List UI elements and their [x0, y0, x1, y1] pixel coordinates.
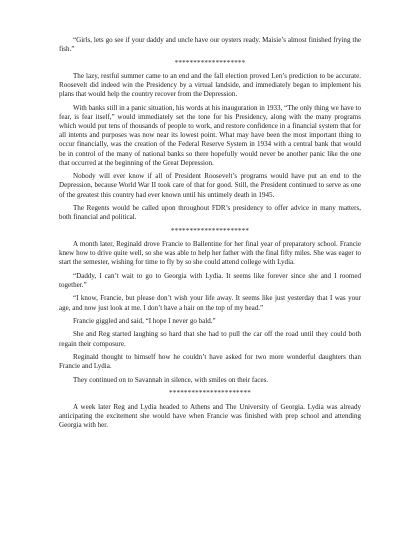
paragraph-drive-ballentine: A month later, Reginald drove Francie to Ballentine for her final year of preparatory school. Francie knew how to drive quite well, so she was able to help her father with the final fifty miles. She was eager to start the semester, wishing for time to fly by so she could attend college with Lydia.: [59, 240, 361, 267]
paragraph-banks-inauguration: With banks still in a panic situation, his words at his inauguration in 1933, “The only thing we have to fear, is fear itself,” would immediately set the tone for his Presidency, along with the many programs which would put tens of thousands of people to work, and restore confidence in a financial system that for all intents and purposes was now near its lowest point. What may have been the most important thing to occur financially, was the creation of the Federal Reserve System in 1934 with a central bank that would be in control of the many of national banks so there hopefully would never be another panic like the one that occurred at the beginning of the Great Depression.: [59, 103, 362, 167]
paragraph-laughing: She and Reg started laughing so hard that she had to pull the car off the road until they could both regain their composure.: [59, 330, 361, 348]
section-separator: *******************: [174, 58, 246, 67]
paragraph-daddy-georgia: “Daddy, I can’t wait to go to Georgia with Lydia. It seems like forever since she and I roomed together.”: [59, 271, 361, 289]
paragraph-savannah: They continued on to Savannah in silence, with smiles on their faces.: [73, 375, 269, 384]
paragraph-reginald-thought: Reginald thought to himself how he couldn’t have asked for two more wonderful daughters than Francie and Lydia.: [59, 353, 361, 371]
section-separator: **********************: [169, 389, 251, 398]
paragraph-athens: A week later Reg and Lydia headed to Athens and The University of Georgia. Lydia was already anticipating the excitement she would have when Francie was finished with prep school and attending Georgia with her.: [59, 402, 361, 429]
paragraph-francie-giggled: Francie giggled and said, “I hope I never go bald.”: [73, 317, 216, 326]
paragraph-election: The lazy, restful summer came to an end and the fall election proved Len’s prediction to be accurate. Roosevelt did indeed win the Presidency by a virtual landside, and immediately began to implement his plans that would help the country recover from the Depression.: [59, 72, 361, 99]
paragraph-depression-end: Nobody will ever know if all of President Roosevelt’s programs would have put an end to the Depression, because World War II took care of that for good. Still, the President continued to serve as one of the greatest this country had ever known until his untimely death in 1945.: [59, 172, 361, 199]
paragraph-girls-oysters: “Girls, lets go see if your daddy and uncle have our oysters ready. Maisie’s almost finished frying the fish.”: [59, 36, 361, 54]
paragraph-wish-life-away: “I know, Francie, but please don’t wish your life away. It seems like just yesterday that I was your age, and now just look at me. I don’t have a hair on the top of my head.”: [59, 294, 361, 312]
section-separator: *********************: [170, 226, 250, 235]
paragraph-regents-advice: The Regents would be called upon throughout FDR’s presidency to offer advice in many matters, both financial and political.: [59, 203, 361, 222]
document-page: [59, 36, 361, 434]
